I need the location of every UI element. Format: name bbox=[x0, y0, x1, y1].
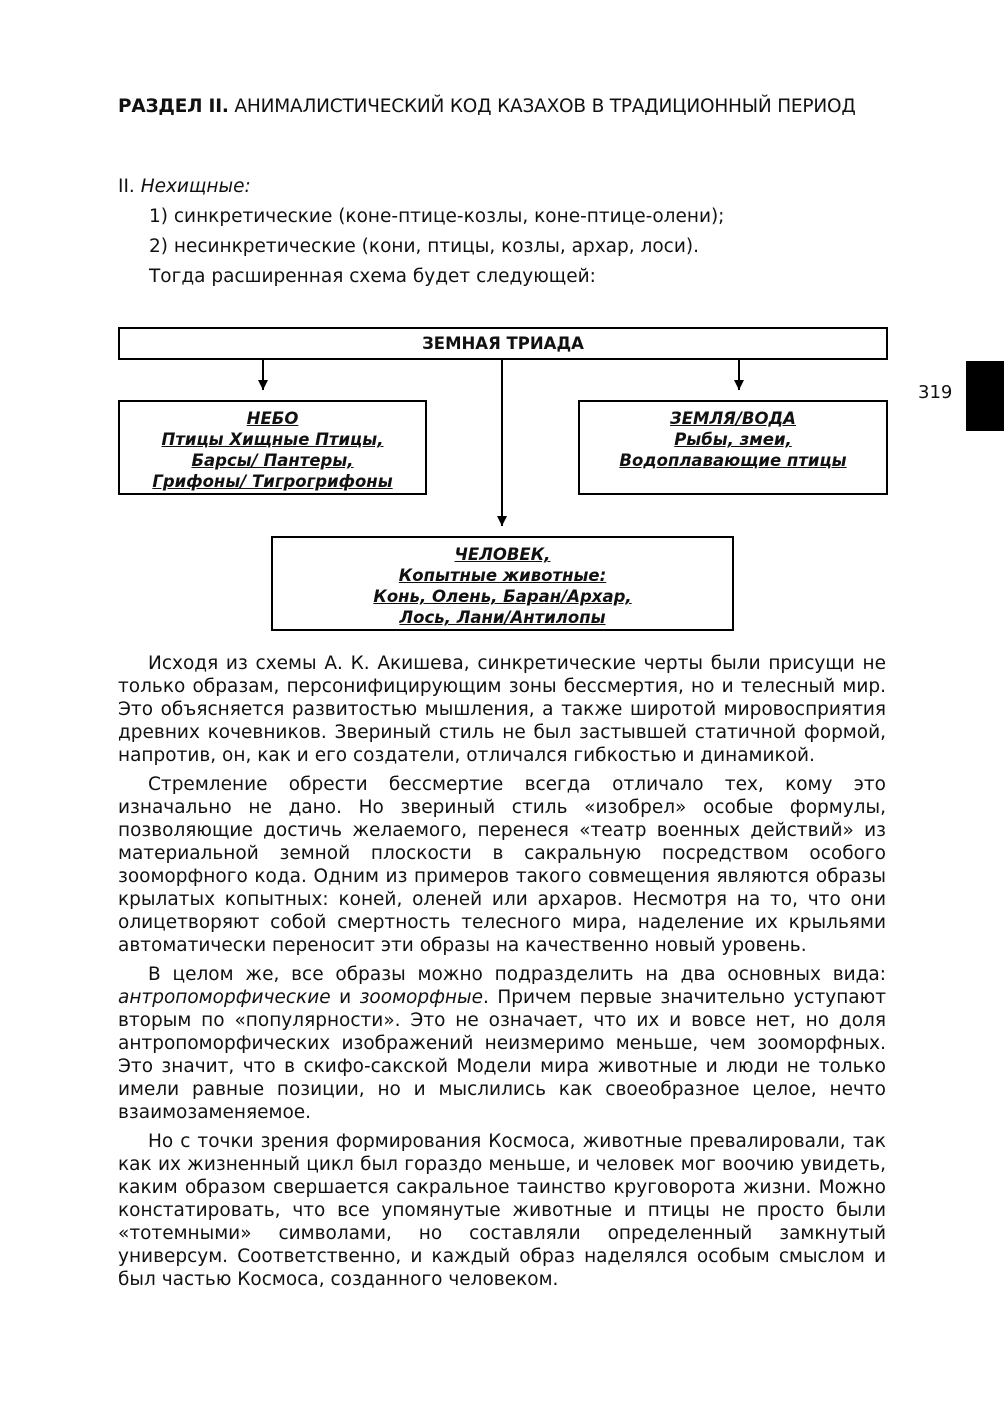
paragraph-2: Стремление обрести бессмертие всегда отличало тех, кому это изначально не дано. Но звериный стиль «изобрел» особые формулы, позволяющие достичь желаемого, перенеся «театр военных действий» из материальной земной плоскости в сакральную посредством особого зооморфного кода. Одним из примеров такого совмещения являются образы крылатых копытных: коней, оленей или архаров. Несмотря на то, что они олицетворяют собой смертность телесного мира, наделение их крыльями автоматически переносит эти образы на качественно новый уровень. bbox=[118, 774, 886, 956]
term-zoomorphic: зооморфные bbox=[359, 987, 483, 1008]
diagram-box-earth-triad bbox=[118, 327, 888, 360]
box-label: ЗЕМНАЯ ТРИАДА bbox=[422, 334, 584, 353]
box-line: Копытные животные: bbox=[398, 566, 607, 585]
item-title: Нехищные: bbox=[140, 176, 251, 197]
paragraph-3-text-c: . Причем первые значительно уступают вторым по «популярности». Это не означает, что их и вовсе нет, но доля антропоморфических изображений неизмеримо меньше, чем зооморфных. Это значит, что в скифо-сакской Модели мира животные и люди не только имели равные позиции, но и мыслились как своеобразное целое, нечто взаимозаменяемое. bbox=[118, 987, 886, 1123]
box-line: Птицы Хищные Птицы, bbox=[161, 430, 384, 449]
list-subitem-2: 2) несинкретические (кони, птицы, козлы, архар, лоси). bbox=[149, 236, 699, 257]
box-line: Барсы/ Пантеры, bbox=[191, 451, 354, 470]
paragraph-3-text-b: и bbox=[330, 987, 360, 1008]
box-line: Конь, Олень, Баран/Архар, bbox=[373, 587, 632, 606]
box-line: Грифоны/ Тигрогрифоны bbox=[152, 472, 393, 491]
box-line: ЗЕМЛЯ/ВОДА bbox=[670, 409, 796, 428]
diagram-box-sky bbox=[118, 400, 427, 495]
section-title: АНИМАЛИСТИЧЕСКИЙ КОД КАЗАХОВ В ТРАДИЦИОННЫЙ ПЕРИОД bbox=[228, 96, 856, 117]
box-line: Рыбы, змеи, bbox=[674, 430, 792, 449]
box-line: Водоплавающие птицы bbox=[619, 451, 847, 470]
section-label: РАЗДЕЛ II. bbox=[118, 96, 229, 117]
list-subitem-1: 1) синкретические (коне-птице-козлы, коне-птице-олени); bbox=[149, 206, 725, 227]
box-line: ЧЕЛОВЕК, bbox=[454, 545, 551, 564]
list-lead-sentence: Тогда расширенная схема будет следующей: bbox=[149, 266, 596, 287]
paragraph-1: Исходя из схемы А. К. Акишева, синкретические черты были присущи не только образам, персонифицирующим зоны бессмертия, но и телесный мир. Это объясняется развитостью мышления, а также широтой мировосприятия древних кочевников. Звериный стиль не был застывшей статичной формой, напротив, он, как и его создатели, отличался гибкостью и динамикой. bbox=[118, 653, 886, 766]
paragraph-3-text-a: В целом же, все образы можно подразделить на два основных вида: bbox=[148, 964, 886, 985]
box-line: Лось, Лани/Антилопы bbox=[399, 608, 606, 627]
body-text bbox=[118, 652, 886, 1297]
paragraph-4: Но с точки зрения формирования Космоса, животные превалировали, так как их жизненный цикл был гораздо меньше, и человек мог воочию увидеть, каким образом свершается сакральное таинство круговорота жизни. Можно констатировать, что все упомянутые животные и птицы не просто были «тотемными» символами, но составляли определенный замкнутый универсум. Соответственно, и каждый образ наделялся особым смыслом и был частью Космоса, созданного человеком. bbox=[118, 1131, 886, 1290]
paragraph-3 bbox=[118, 963, 886, 1124]
diagram-box-earth-water bbox=[578, 400, 888, 495]
term-anthropomorphic: антропоморфические bbox=[118, 987, 331, 1008]
page-number: 319 bbox=[918, 382, 953, 403]
item-number: II. bbox=[118, 176, 141, 197]
diagram-box-human bbox=[271, 536, 734, 631]
box-line: НЕБО bbox=[246, 409, 299, 428]
